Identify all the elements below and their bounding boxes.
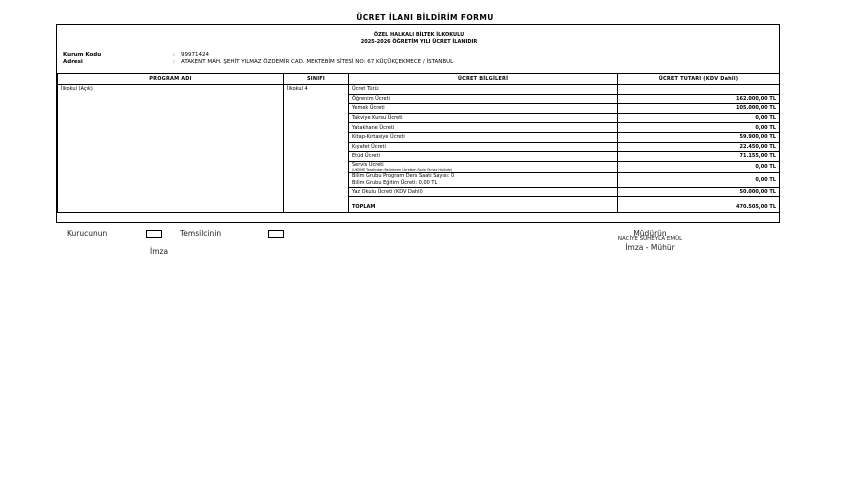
science-group-cell — [349, 172, 618, 187]
service-fee-amount: 0,00 TL — [618, 161, 780, 172]
fee-label: Yemek Ücreti — [349, 104, 618, 114]
total-label: TOPLAM — [349, 197, 618, 213]
fee-label: Etüd Ücreti — [349, 152, 618, 162]
table-header-row — [58, 74, 780, 85]
form-title: ÜCRET İLANI BİLDİRİM FORMU — [356, 13, 494, 22]
address-label: Adresi — [63, 59, 83, 65]
founder-label: Kurucunun — [67, 229, 108, 238]
fee-amount: 105.000,00 TL — [618, 104, 780, 114]
fee-label: Öğrenim Ücreti — [349, 94, 618, 104]
principal-title: Müdürün — [633, 229, 667, 238]
science-group-fee: Bilim Grubu Eğitim Ücreti: 0,00 TL — [352, 179, 438, 186]
program-name: İlkokul (Açık) — [58, 85, 284, 213]
representative-checkbox[interactable] — [268, 230, 284, 238]
fee-amount: 71.155,00 TL — [618, 152, 780, 162]
form-frame — [56, 24, 780, 223]
colon: : — [173, 52, 175, 58]
fee-label: Kıyafet Ücreti — [349, 142, 618, 152]
fee-label: Takviye Kursu Ücreti — [349, 113, 618, 123]
service-fee-note: (UKOME Tarafından Belirlenen Ücretten Fazla Olmaz Halinde) — [352, 167, 453, 172]
signature-label: İmza — [150, 247, 169, 256]
service-fee-cell — [349, 161, 618, 172]
founder-checkbox[interactable] — [146, 230, 162, 238]
principal-signature-label: İmza - Mühür — [625, 243, 675, 252]
fee-amount: 22.450,00 TL — [618, 142, 780, 152]
header-fee-amount: ÜCRET TUTARI (KDV Dahil) — [618, 74, 780, 85]
school-name: ÖZEL HALKALI BİLTEK İLKOKULU — [373, 32, 465, 38]
header-fee-info: ÜCRET BİLGİLERİ — [349, 74, 618, 85]
header-class: SINIFI — [284, 74, 349, 85]
principal-name: NACİYE SÜHEYLA EMÜL — [617, 236, 683, 242]
fee-amount: 0,00 TL — [618, 123, 780, 133]
fee-table — [57, 73, 780, 213]
fee-table-wrapper — [57, 73, 779, 213]
school-year: 2025-2026 ÖĞRETİM YILI ÜCRET İLANIDIR — [360, 39, 478, 45]
fee-label: Kitap-Kırtasiye Ücreti — [349, 132, 618, 142]
address-value: ATAKENT MAH. ŞEHİT YILMAZ ÖZDEMİR CAD. MEKTEBİM SİTESİ NO: 67 KÜÇÜKÇEKMECE / İSTANBUL — [181, 59, 454, 65]
fee-amount: 59.900,00 TL — [618, 132, 780, 142]
institution-code-value: 99971424 — [181, 52, 209, 58]
colon: : — [173, 59, 175, 65]
total-amount: 470.505,00 TL — [618, 197, 780, 213]
table-row — [58, 85, 780, 95]
header-program: PROGRAM ADI — [58, 74, 284, 85]
science-group-amount: 0,00 TL — [618, 172, 780, 187]
summer-school-label: Yaz Okulu Ücreti (KDV Dahil) — [349, 187, 618, 197]
fee-amount: 162.000,00 TL — [618, 94, 780, 104]
class-name: İlkokul 4 — [284, 85, 349, 213]
institution-code-label: Kurum Kodu — [63, 52, 102, 58]
service-fee-label: Servis Ücreti — [352, 161, 384, 168]
representative-label: Temsilcinin — [180, 229, 222, 238]
fee-label: Ücret Türü: — [349, 85, 618, 95]
fee-label: Yatakhane Ücreti — [349, 123, 618, 133]
science-group-hours: Bilim Grubu Program Ders Saati Sayısı: 0 — [352, 172, 455, 179]
fee-amount: 0,00 TL — [618, 113, 780, 123]
summer-school-amount: 50.000,00 TL — [618, 187, 780, 197]
fee-amount — [618, 85, 780, 95]
